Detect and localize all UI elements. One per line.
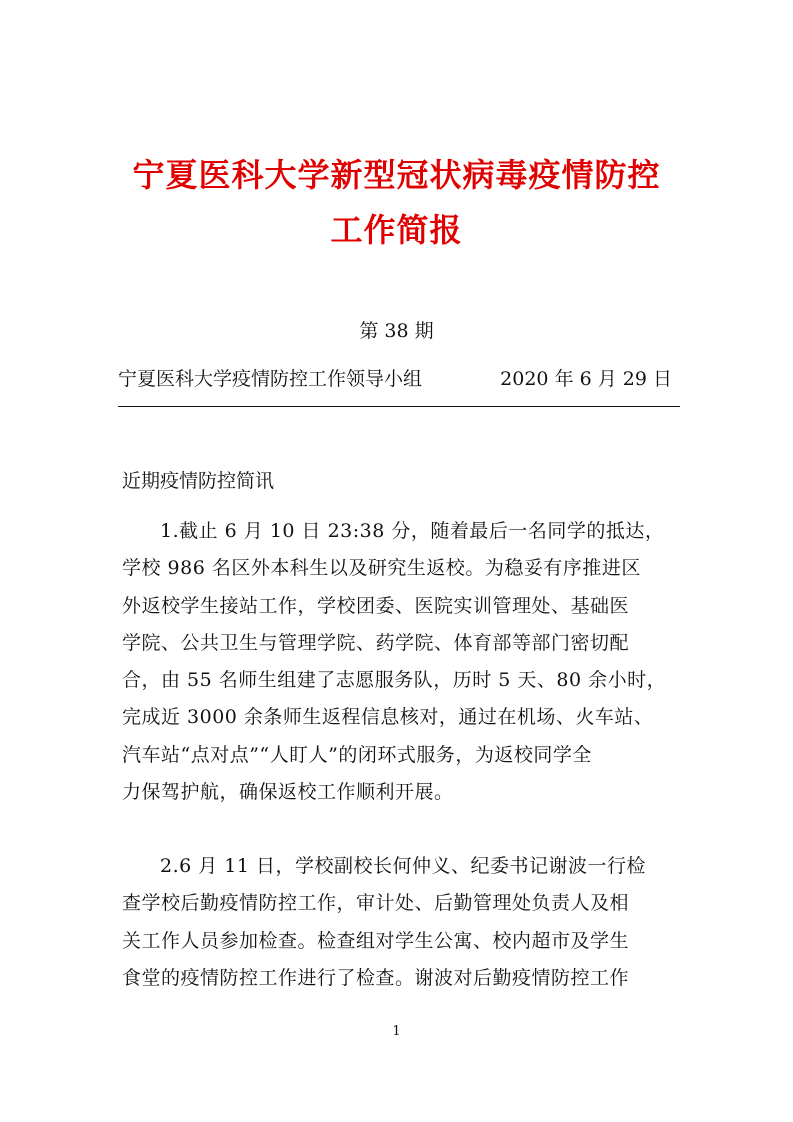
paragraph-2 <box>122 848 682 997</box>
paragraph-line: 学校 986 名区外本科生以及研究生返校。为稳妥有序推进区 <box>122 557 641 580</box>
paragraph-line: 查学校后勤疫情防控工作，审计处、后勤管理处负责人及相 <box>122 892 630 915</box>
paragraph-line: 合，由 55 名师生组建了志愿服务队，历时 5 天、80 余小时， <box>122 669 667 692</box>
paragraph-line: 力保驾护航，确保返校工作顺利开展。 <box>122 781 454 804</box>
paragraph-line: 1.截止 6 月 10 日 23:38 分，随着最后一名同学的抵达， <box>160 520 665 542</box>
title-line-2: 工作简报 <box>330 211 463 249</box>
paragraph-line: 汽车站“点对点”“人盯人”的闭环式服务，为返校同学全 <box>122 743 592 766</box>
paragraph-line: 外返校学生接站工作，学校团委、医院实训管理处、基础医 <box>122 594 630 617</box>
paragraph-line: 食堂的疫情防控工作进行了检查。谢波对后勤疫情防控工作 <box>122 966 630 989</box>
organization-name: 宁夏医科大学疫情防控工作领导小组 <box>118 368 423 390</box>
paragraph-1 <box>122 513 682 811</box>
paragraph-line: 关工作人员参加检查。检查组对学生公寓、校内超市及学生 <box>122 929 630 952</box>
issue-date: 2020 年 6 月 29 日 <box>500 368 672 390</box>
header-divider <box>118 406 680 407</box>
meta-line <box>118 364 678 392</box>
paragraph-line: 完成近 3000 余条师生返程信息核对，通过在机场、火车站、 <box>122 706 654 729</box>
page-number: 1 <box>392 1024 401 1039</box>
section-title: 近期疫情防控简讯 <box>122 470 275 492</box>
paragraph-line: 学院、公共卫生与管理学院、药学院、体育部等部门密切配 <box>122 631 630 654</box>
paragraph-line: 2.6 月 11 日，学校副校长何仲义、纪委书记谢波一行检 <box>160 855 647 877</box>
issue-number: 第 38 期 <box>359 320 434 342</box>
title-line-1: 宁夏医科大学新型冠状病毒疫情防控 <box>132 156 661 194</box>
